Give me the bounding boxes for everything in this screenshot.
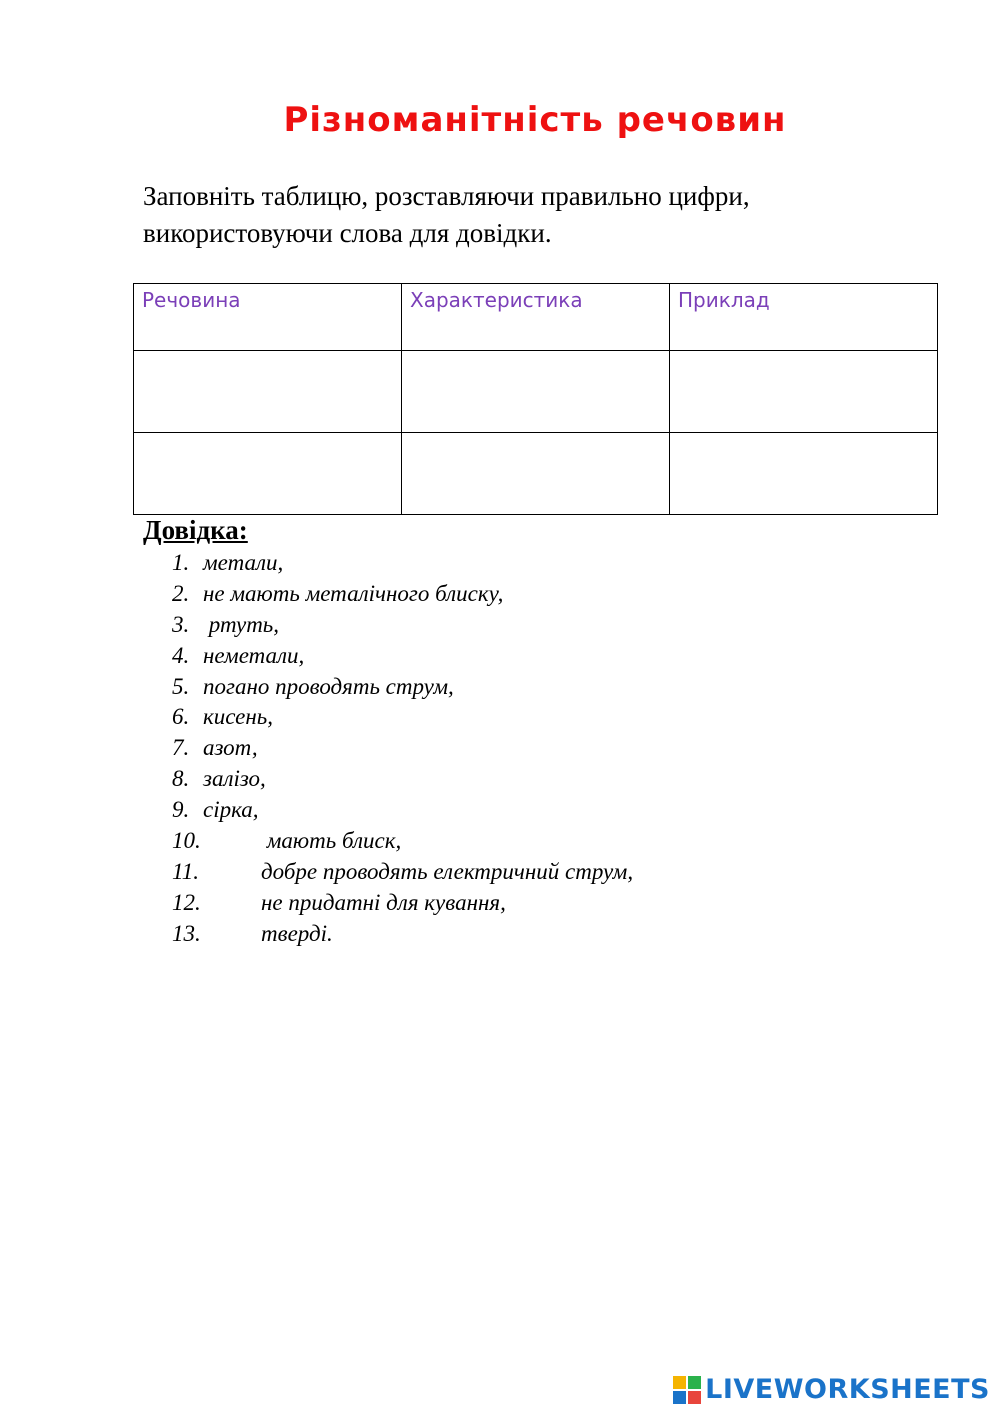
item-text: метали,	[203, 550, 284, 575]
reference-title: Довідка:	[143, 515, 248, 545]
item-number: 2.	[172, 580, 190, 606]
table-cell-answer[interactable]	[670, 433, 938, 515]
item-text: ртуть,	[203, 611, 280, 637]
list-item	[172, 672, 633, 703]
item-number: 8.	[172, 766, 190, 792]
item-text: не мають металічного блиску,	[203, 580, 504, 606]
item-text: залізо,	[203, 766, 266, 792]
list-item	[172, 579, 633, 610]
table-header-row	[134, 284, 938, 351]
list-item	[172, 888, 633, 919]
item-number: 13.	[172, 920, 201, 946]
table-cell-answer[interactable]	[402, 433, 670, 515]
table-cell-answer[interactable]	[670, 351, 938, 433]
list-item	[172, 641, 633, 672]
reference-list	[172, 548, 633, 950]
item-number: 9.	[172, 797, 190, 823]
list-item	[172, 919, 633, 950]
item-text: неметали,	[203, 642, 305, 668]
item-number: 11.	[172, 858, 200, 884]
item-number: 4.	[172, 642, 190, 668]
item-text: мають блиск,	[261, 828, 402, 854]
list-item	[172, 548, 633, 579]
list-item	[172, 764, 633, 795]
watermark-text: LIVEWORKSHEETS	[705, 1374, 990, 1405]
table-row	[134, 351, 938, 433]
item-number: 1.	[172, 550, 190, 575]
item-number: 10.	[172, 828, 201, 854]
table-cell-answer[interactable]	[134, 433, 402, 515]
page-title: Різноманітність речовин	[283, 100, 787, 140]
item-text: не придатні для кування,	[261, 889, 506, 915]
item-text: азот,	[203, 735, 258, 761]
list-item	[172, 702, 633, 733]
item-text: погано проводять струм,	[203, 673, 454, 699]
item-text: сірка,	[203, 797, 259, 823]
list-item	[172, 826, 633, 857]
header-characteristic: Характеристика	[402, 284, 670, 351]
item-number: 7.	[172, 735, 190, 761]
item-text: тверді.	[261, 920, 333, 946]
item-number: 3.	[172, 611, 190, 637]
table-cell-answer[interactable]	[402, 351, 670, 433]
list-item	[172, 733, 633, 764]
header-substance: Речовина	[134, 284, 402, 351]
worksheet-table	[133, 283, 938, 515]
header-example: Приклад	[670, 284, 938, 351]
table-row	[134, 433, 938, 515]
item-number: 5.	[172, 673, 190, 699]
item-text: добре проводять електричний струм,	[261, 858, 634, 884]
list-item	[172, 857, 633, 888]
list-item	[172, 610, 633, 641]
item-text: кисень,	[203, 704, 273, 730]
table-cell-answer[interactable]	[134, 351, 402, 433]
list-item	[172, 795, 633, 826]
liveworksheets-logo-icon	[673, 1376, 701, 1404]
liveworksheets-watermark	[673, 1374, 990, 1405]
item-number: 12.	[172, 889, 201, 915]
item-number: 6.	[172, 704, 190, 730]
instruction-text: Заповніть таблицю, розставляючи правильно цифри, використовуючи слова для довідки.	[143, 181, 750, 248]
